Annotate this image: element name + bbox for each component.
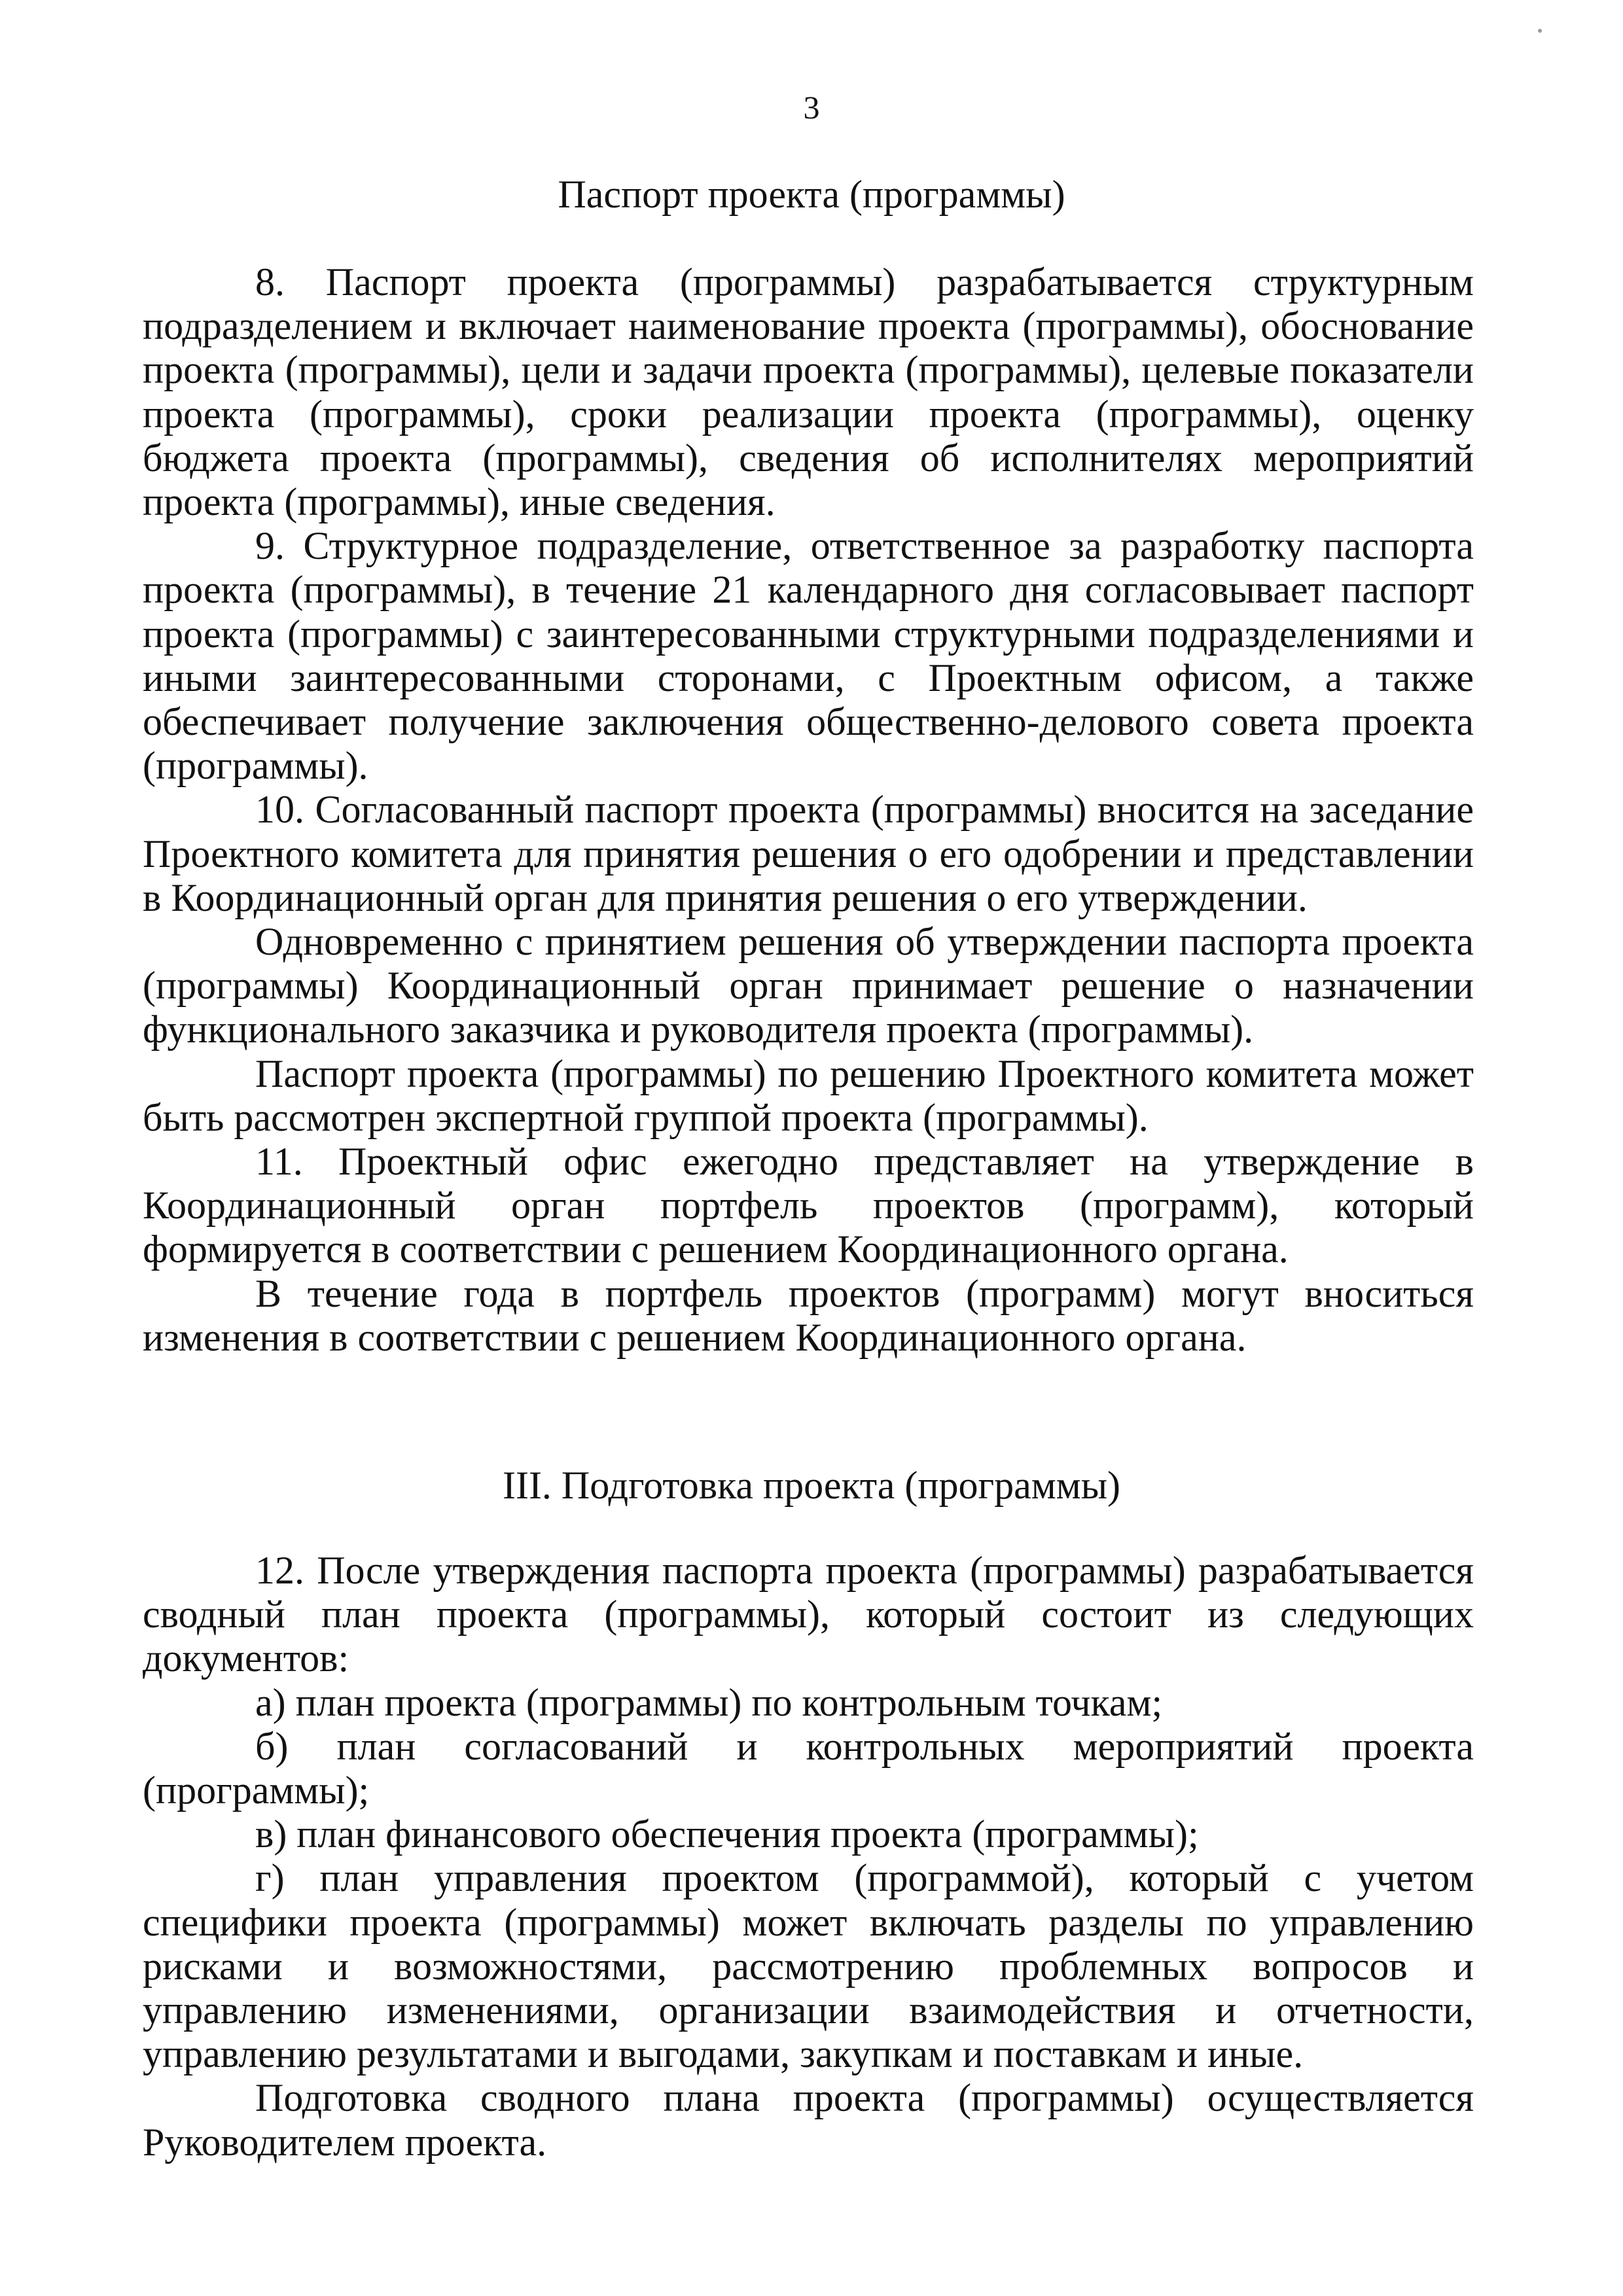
section-title-passport: Паспорт проекта (программы) xyxy=(558,173,1065,216)
paragraph-12: 12. После утверждения паспорта проекта (программы) разрабатывается сводный план проекта (программы), который состоит из следующих документов: xyxy=(143,1549,1474,1680)
paragraph-9: 9. Структурное подразделение, ответственное за разработку паспорта проекта (программы), в течение 21 календарного дня согласовывает паспорт проекта (программы) с заинтересованными структурными подразделениями и иными заинтересованными сторонами, с Проектным офисом, а также обеспечивает получение заключения общественно-делового совета проекта (программы). xyxy=(143,524,1474,788)
page-number: 3 xyxy=(803,89,820,126)
scan-speck xyxy=(1538,29,1542,33)
paragraph-10-expert-review: Паспорт проекта (программы) по решению Проектного комитета может быть рассмотрен экспертной группой проекта (программы). xyxy=(143,1051,1474,1139)
paragraph-11-changes: В течение года в портфель проектов (программ) могут вноситься изменения в соответствии с решением Координационного органа. xyxy=(143,1271,1474,1359)
paragraph-10-simultaneous: Одновременно с принятием решения об утверждении паспорта проекта (программы) Координационный орган принимает решение о назначении функционального заказчика и руководителя проекта (программы). xyxy=(143,920,1474,1051)
paragraph-8: 8. Паспорт проекта (программы) разрабатывается структурным подразделением и включает наименование проекта (программы), обоснование проекта (программы), цели и задачи проекта (программы), целевые показатели проекта (программы), сроки реализации проекта (программы), оценку бюджета проекта (программы), сведения об исполнителях мероприятий проекта (программы), иные сведения. xyxy=(143,260,1474,524)
paragraph-11: 11. Проектный офис ежегодно представляет на утверждение в Координационный орган портфель проектов (программ), который формируется в соответствии с решением Координационного органа. xyxy=(143,1140,1474,1271)
section-title-preparation: III. Подготовка проекта (программы) xyxy=(502,1464,1120,1507)
section-body-preparation xyxy=(143,1549,1474,2164)
list-item-a: а) план проекта (программы) по контрольным точкам; xyxy=(255,1680,1163,1724)
paragraph-12-responsible: Подготовка сводного плана проекта (программы) осуществляется Руководителем проекта. xyxy=(143,2076,1474,2164)
paragraph-10: 10. Согласованный паспорт проекта (программы) вносится на заседание Проектного комитета для принятия решения о его одобрении и представлении в Координационный орган для принятия решения о его утверждении. xyxy=(143,788,1474,919)
list-item-v: в) план финансового обеспечения проекта (программы); xyxy=(255,1812,1199,1856)
list-item-g: г) план управления проектом (программой), который с учетом специфики проекта (программы) может включать разделы по управлению рисками и возможностями, рассмотрению проблемных вопросов и управлению изменениями, организации взаимодействия и отчетности, управлению результатами и выгодами, закупкам и поставкам и иные. xyxy=(143,1856,1474,2076)
list-item-b: б) план согласований и контрольных мероприятий проекта (программы); xyxy=(143,1724,1474,1812)
section-body-passport xyxy=(143,260,1474,1360)
